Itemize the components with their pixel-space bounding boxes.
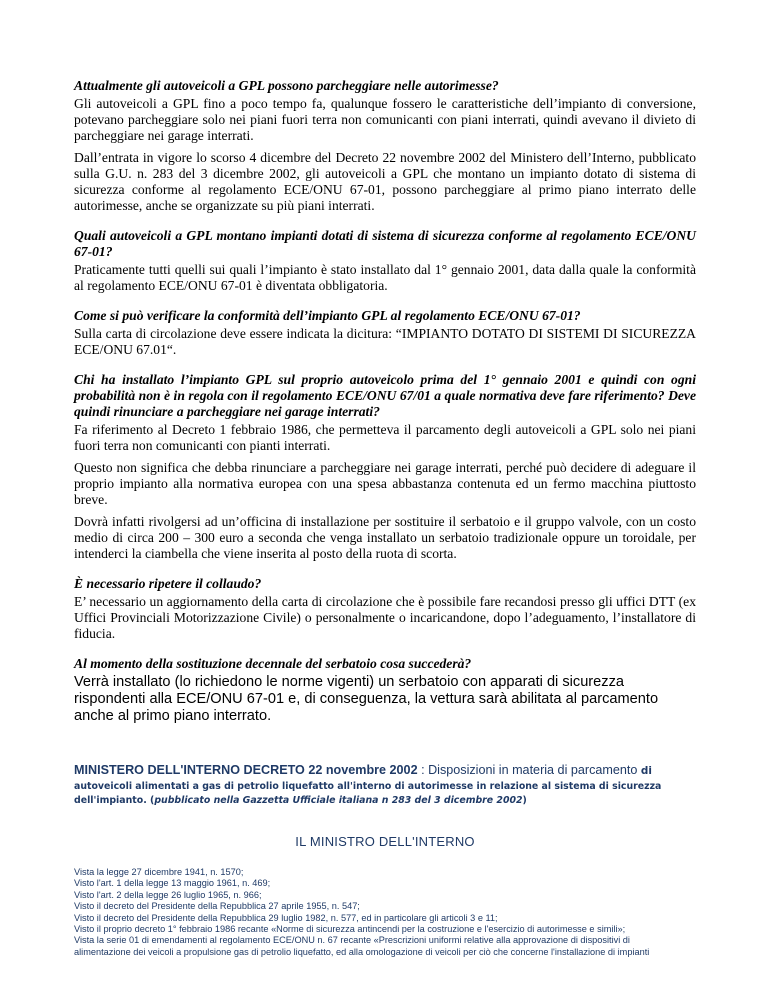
decree-title-bold: MINISTERO DELL'INTERNO DECRETO 22 novembre 2002 — [74, 763, 418, 777]
visto-item: alimentazione dei veicoli a propulsione gas di petrolio liquefatto, ed alla omologazione di veicoli per ciò che concerne l'installazione di impianti — [74, 946, 650, 957]
faq-item-3 — [74, 308, 696, 358]
faq-answer: Sulla carta di circolazione deve essere indicata la dicitura: “IMPIANTO DOTATO DI SISTEMI DI SICUREZZA ECE/ONU 67.01“. — [74, 326, 696, 357]
faq-answer: Gli autoveicoli a GPL fino a poco tempo fa, qualunque fossero le caratteristiche dell’impianto di conversione, potevano parcheggiare solo nei piani fuori terra non comunicanti con piani interrati, quindi avevano il divieto di parcheggiare nei garage interrati. — [74, 96, 696, 143]
faq-question: Chi ha installato l’impianto GPL sul proprio autoveicolo prima del 1° gennaio 2001 e quindi con ogni probabilità non è in regola con il regolamento ECE/ONU 67/01 a quale normativa deve fare riferimento? Deve quindi rinunciare a parcheggiare nei garage interrati? — [74, 372, 696, 419]
visto-item: Vista la serie 01 di emendamenti al regolamento ECE/ONU n. 67 recante «Prescrizioni uniformi relative alla approvazione di dispositivi di — [74, 935, 630, 946]
visto-item: Vista la legge 27 dicembre 1941, n. 1570; — [74, 867, 244, 877]
decree-section — [74, 762, 696, 958]
decree-subtitle — [74, 780, 696, 808]
visto-item: Visto il proprio decreto 1° febbraio 1986 recante «Norme di sicurezza antincendi per la costruzione e l'esercizio di autorimesse e simili»; — [74, 924, 626, 935]
faq-answer: E’ necessario un aggiornamento della carta di circolazione che è possibile fare recandosi presso gli uffici DTT (ex Uffici Provinciali Motorizzazione Civile) o personalmente o incaricandone, dopo l’adeguamento, l’installatore di fiducia. — [74, 594, 696, 641]
decree-subtitle-close: ) — [522, 795, 527, 806]
visto-item: Visto il decreto del Presidente della Repubblica 27 aprile 1955, n. 547; — [74, 901, 360, 912]
visto-item: Visto il decreto del Presidente della Repubblica 29 luglio 1982, n. 577, ed in particolare gli articoli 3 e 11; — [74, 912, 498, 923]
faq-answer: Verrà installato (lo richiedono le norme vigenti) un serbatoio con apparati di sicurezza rispondenti alla ECE/ONU 67-01 e, di conseguenza, la vettura sarà abilitata al parcamento anche al primo piano interrato. — [74, 674, 659, 724]
decree-title-di: di — [640, 765, 652, 777]
visto-item: Visto l'art. 1 della legge 13 maggio 1961, n. 469; — [74, 878, 271, 889]
decree-title — [74, 762, 696, 780]
faq-answer: Dall’entrata in vigore lo scorso 4 dicembre del Decreto 22 novembre 2002 del Ministero dell’Interno, pubblicato sulla G.U. n. 283 del 3 dicembre 2002, gli autoveicoli a GPL che montano un impianto dotato di sistema di sicurezza conforme al regolamento ECE/ONU 67-01, possono parcheggiare al primo piano interrato delle autorimesse, anche se organizzate su più piani interrati. — [74, 150, 696, 213]
faq-answer: Fa riferimento al Decreto 1 febbraio 1986, che permetteva il parcamento degli autoveicoli a GPL solo nei piani fuori terra non comunicanti con pianti interrati. — [74, 422, 696, 453]
visti-list — [74, 867, 696, 958]
faq-item-6 — [74, 656, 696, 725]
faq-item-1 — [74, 78, 696, 214]
visto-item: Visto l'art. 2 della legge 26 luglio 1965, n. 966; — [74, 889, 262, 900]
faq-item-4 — [74, 372, 696, 562]
faq-answer: Questo non significa che debba rinunciare a parcheggiare nei garage interrati, perché può decidere di adeguare il proprio impianto alla normativa europea con una spesa abbastanza contenuta ed un fermo macchina piuttosto breve. — [74, 460, 696, 507]
faq-item-2 — [74, 228, 696, 294]
decree-publication: pubblicato nella Gazzetta Ufficiale italiana n 283 del 3 dicembre 2002 — [154, 795, 523, 806]
minister-heading: IL MINISTRO DELL'INTERNO — [295, 834, 475, 849]
decree-title-rest: : Disposizioni in materia di parcamento — [417, 763, 641, 777]
faq-question: È necessario ripetere il collaudo? — [74, 576, 262, 591]
faq-answer: Praticamente tutti quelli sui quali l’impianto è stato installato dal 1° gennaio 2001, data dalla quale la conformità al regolamento ECE/ONU 67-01 è diventata obbligatoria. — [74, 262, 696, 293]
decree-subtitle-text: autoveicoli alimentati a gas di petrolio liquefatto all'interno di autorimesse in relazione al sistema di sicurezza dell'impianto. ( — [74, 781, 662, 806]
faq-question: Attualmente gli autoveicoli a GPL possono parcheggiare nelle autorimesse? — [74, 78, 499, 93]
faq-answer: Dovrà infatti rivolgersi ad un’officina di installazione per sostituire il serbatoio e il gruppo valvole, con un costo medio di circa 200 – 300 euro a seconda che venga installato un serbatoio tradizionale oppure un toroidale, per intenderci la ciambella che viene inserita al posto della ruota di scorta. — [74, 514, 696, 561]
faq-question: Come si può verificare la conformità dell’impianto GPL al regolamento ECE/ONU 67-01? — [74, 308, 581, 323]
faq-section — [74, 78, 696, 739]
faq-question: Al momento della sostituzione decennale del serbatoio cosa succederà? — [74, 656, 472, 671]
faq-item-5 — [74, 576, 696, 642]
faq-question: Quali autoveicoli a GPL montano impianti dotati di sistema di sicurezza conforme al regolamento ECE/ONU 67-01? — [74, 228, 696, 259]
